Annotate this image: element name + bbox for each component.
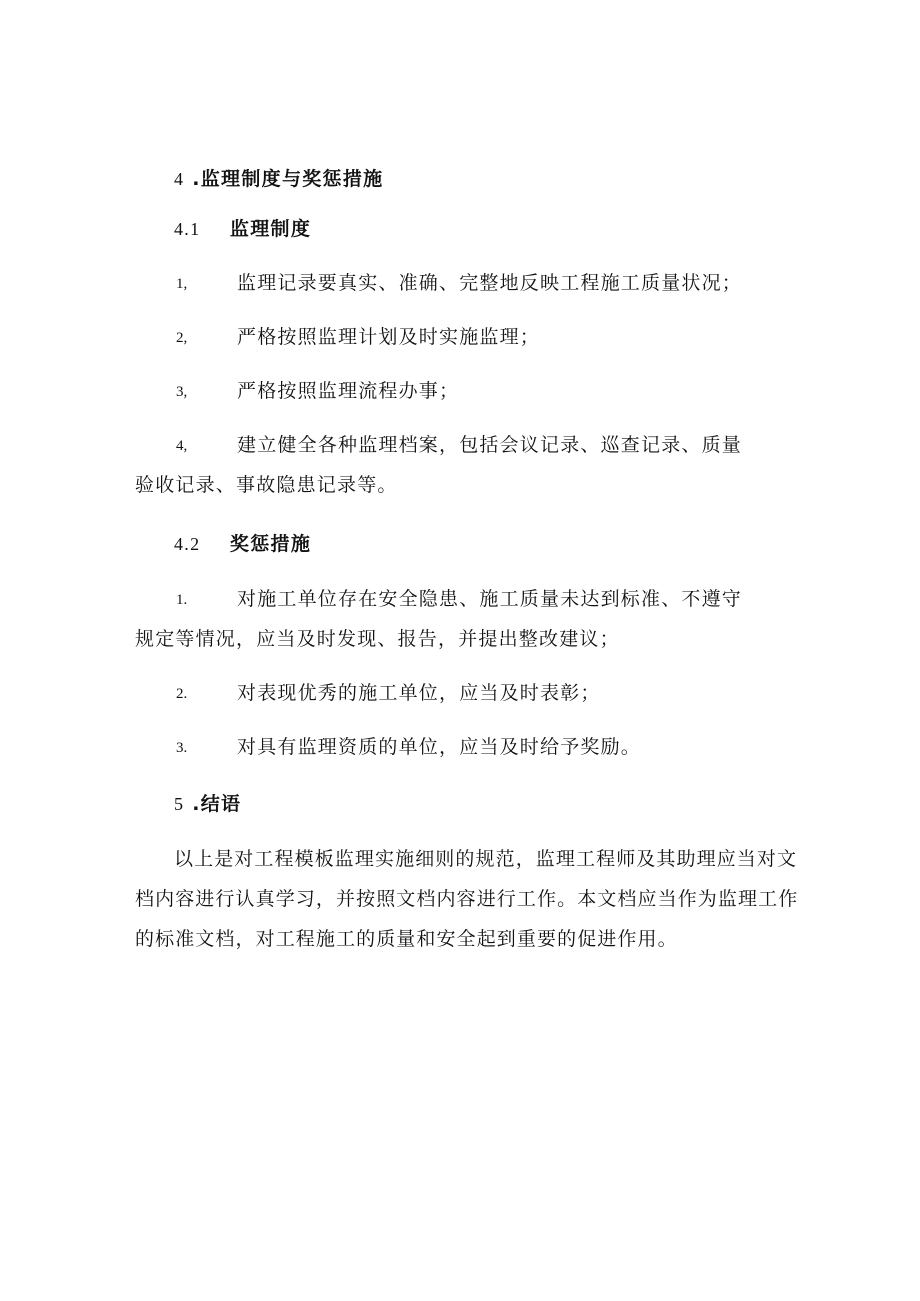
- subsection-4-1-heading: [174, 217, 311, 241]
- paragraph-line: 以上是对工程模板监理实施细则的规范，监理工程师及其助理应当对文: [174, 848, 798, 870]
- list-item-text: 对具有监理资质的单位，应当及时给予奖励。: [237, 736, 642, 758]
- list-item-text: 建立健全各种监理档案，包括会议记录、巡查记录、质量: [237, 434, 743, 456]
- subsection-4-1-number: 4.1: [174, 219, 201, 239]
- list-item-text: 对施工单位存在安全隐患、施工质量未达到标准、不遵守: [237, 588, 743, 610]
- list-item-number: 1,: [176, 276, 188, 292]
- section-5-number: 5: [174, 794, 185, 814]
- list-item-number: 3.: [176, 740, 188, 756]
- list-item-continuation: 规定等情况，应当及时发现、报告，并提出整改建议；: [135, 628, 620, 650]
- list-item-number: 1.: [176, 592, 188, 608]
- subsection-4-2-heading: [174, 532, 311, 556]
- list-item-number: 4,: [176, 438, 188, 454]
- section-5-heading: [174, 792, 241, 816]
- subsection-4-2-number: 4.2: [174, 534, 201, 554]
- list-item-text: 对表现优秀的施工单位，应当及时表彰；: [237, 682, 601, 704]
- section-4-heading: [174, 167, 383, 191]
- paragraph-line: 的标准文档，对工程施工的质量和安全起到重要的促进作用。: [135, 928, 678, 950]
- list-item-text: 严格按照监理计划及时实施监理；: [237, 326, 541, 348]
- section-5-title: .结语: [192, 793, 242, 815]
- subsection-4-1-title: 监理制度: [229, 218, 312, 240]
- subsection-4-2-title: 奖惩措施: [229, 533, 312, 555]
- list-item-text: 严格按照监理流程办事；: [237, 380, 460, 402]
- section-4-title: .监理制度与奖惩措施: [192, 168, 384, 190]
- list-item-continuation: 验收记录、事故隐患记录等。: [135, 474, 398, 496]
- list-item-text: 监理记录要真实、准确、完整地反映工程施工质量状况；: [237, 272, 743, 294]
- list-item-number: 3,: [176, 384, 188, 400]
- list-item-number: 2,: [176, 330, 188, 346]
- paragraph-line: 档内容进行认真学习，并按照文档内容进行工作。本文档应当作为监理工作: [135, 888, 799, 910]
- list-item-number: 2.: [176, 686, 188, 702]
- section-4-number: 4: [174, 169, 185, 189]
